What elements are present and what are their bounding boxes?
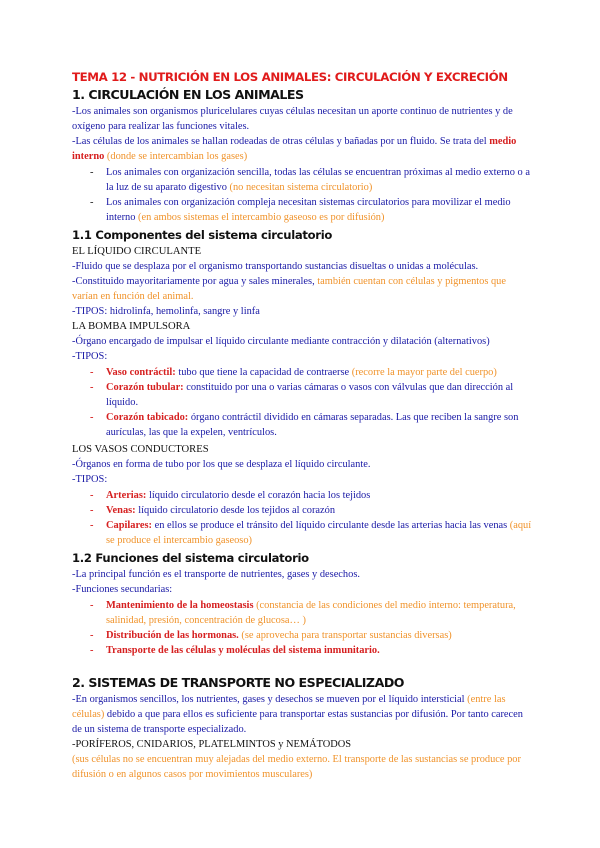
liquido-p2-note: también cuentan con células y pigmentos que varían en función del animal. <box>72 276 506 302</box>
vasos-def-venas: líquido circulatorio desde los tejidos al corazón <box>135 505 336 516</box>
s1-b2-note: (en ambos sistemas el intercambio gaseoso es por difusión) <box>138 212 385 223</box>
vasos-tipos: -TIPOS: <box>72 474 108 485</box>
funcion-inmunitario <box>72 643 532 658</box>
document-title: TEMA 12 - NUTRICIÓN EN LOS ANIMALES: CIRCULACIÓN Y EXCRECIÓN <box>72 70 508 84</box>
s1-b2-text: Los animales con organización compleja necesitan sistemas circulatorios para movilizar el medio interno <box>106 197 511 223</box>
s2-p1-text-end: debido a que para ellos es suficiente para transportar estas sustancias por difusión. Por tanto carecen de un sistema de transporte especializado. <box>72 709 523 735</box>
section-1-1-heading: 1.1 Componentes del sistema circulatorio <box>72 228 333 242</box>
s1-bullet-1 <box>72 165 532 195</box>
funciones-list <box>72 598 532 658</box>
vasos-term-arterias: Arterias: <box>106 490 147 501</box>
bomba-def-vaso: tubo que tiene la capacidad de contraerse <box>175 367 352 378</box>
s2-note: (sus células no se encuentran muy alejadas del medio externo. El transporte de las sustancias se produce por difusión o en algunos casos por movimientos musculares) <box>72 754 521 780</box>
s1-paragraph-2 <box>72 134 532 164</box>
bomba-item-vaso <box>72 365 532 380</box>
medio-interno-term: medio interno <box>72 136 517 162</box>
section-2-heading: 2. SISTEMAS DE TRANSPORTE NO ESPECIALIZADO <box>72 675 404 690</box>
bomba-item-tabicado <box>72 410 532 440</box>
vasos-def-arterias: líquido circulatorio desde el corazón hacia los tejidos <box>146 490 371 501</box>
vasos-def-capilares: en ellos se produce el tránsito del líquido circulante desde las arterias hacia las venas <box>152 520 510 531</box>
liquido-paragraph-1: -Fluido que se desplaza por el organismo transportando sustancias disueltas o unidas a moléculas. <box>72 261 479 272</box>
s1-bullet-2 <box>72 195 532 225</box>
funcion-note-homeostasis: (constancia de las condiciones del medio interno: temperatura, salinidad, presión, concentración de glucosa… ) <box>106 600 516 626</box>
bomba-item-tubular <box>72 380 532 410</box>
funcion-term-hormonas: Distribución de las hormonas. <box>106 630 239 641</box>
s2-p1-text: -En organismos sencillos, los nutrientes, gases y desechos se mueven por el líquido intersticial <box>72 694 468 705</box>
vasos-paragraph-1: -Órganos en forma de tubo por los que se desplaza el líquido circulante. <box>72 459 371 470</box>
bomba-def-tabicado: órgano contráctil dividido en cámaras separadas. Las que reciben la sangre son aurículas, las que la expelen, ventrículos. <box>106 412 519 438</box>
s1-b1-text: Los animales con organización sencilla, todas las células se encuentran próximas al medio externo o a la luz de su aparato digestivo <box>106 167 530 193</box>
bomba-tipos: -TIPOS: <box>72 351 108 362</box>
s1-p2-note: (donde se intercambian los gases) <box>104 151 248 162</box>
vasos-term-capilares: Capilares: <box>106 520 152 531</box>
vasos-caption: LOS VASOS CONDUCTORES <box>72 444 209 455</box>
funcion-note-hormonas: (se aprovecha para transportar sustancias diversas) <box>238 630 452 641</box>
funcion-term-inmunitario: Transporte de las células y moléculas del sistema inmunitario. <box>106 645 380 656</box>
s1-bullet-list <box>72 165 532 225</box>
funciones-paragraph-2: -Funciones secundarias: <box>72 584 173 595</box>
section-1-heading: 1. CIRCULACIÓN EN LOS ANIMALES <box>72 87 304 102</box>
vasos-note-capilares: (aquí se produce el intercambio gaseoso) <box>106 520 532 546</box>
section-1-2-heading: 1.2 Funciones del sistema circulatorio <box>72 551 309 565</box>
document-page <box>72 68 532 782</box>
s2-paragraph-1 <box>72 692 532 737</box>
bomba-term-tubular: Corazón tubular: <box>106 382 184 393</box>
vasos-list <box>72 488 532 548</box>
vasos-term-venas: Venas: <box>106 505 136 516</box>
liquido-caption: EL LÍQUIDO CIRCULANTE <box>72 246 202 257</box>
s2-p1-note: (entre las células) <box>72 694 506 720</box>
liquido-p2-text: -Constituido mayoritariamente por agua y sales minerales, <box>72 276 318 287</box>
bomba-note-vaso: (recorre la mayor parte del cuerpo) <box>351 367 497 378</box>
bomba-caption: LA BOMBA IMPULSORA <box>72 321 191 332</box>
vasos-item-arterias <box>72 488 532 503</box>
liquido-paragraph-2 <box>72 274 532 304</box>
bomba-def-tubular: constituido por una o varias cámaras o vasos con válvulas que dan dirección al líquido. <box>106 382 514 408</box>
s1-paragraph-1: -Los animales son organismos pluricelulares cuyas células necesitan un aporte continuo de nutrientes y de oxígeno para realizar las funciones vitales. <box>72 106 513 132</box>
vasos-item-capilares <box>72 518 532 548</box>
funcion-hormonas <box>72 628 532 643</box>
s2-groups: -PORÍFEROS, CNIDARIOS, PLATELMINTOS y NEMÁTODOS <box>72 739 352 750</box>
vasos-item-venas <box>72 503 532 518</box>
funciones-paragraph-1: -La principal función es el transporte de nutrientes, gases y desechos. <box>72 569 360 580</box>
funcion-homeostasis <box>72 598 532 628</box>
s1-b1-note: (no necesitan sistema circulatorio) <box>229 182 373 193</box>
s1-p2-text: -Las células de los animales se hallan rodeadas de otras células y bañadas por un fluido. Se trata del <box>72 136 490 147</box>
bomba-paragraph-1: -Órgano encargado de impulsar el líquido circulante mediante contracción y dilatación (alternativos) <box>72 336 490 347</box>
liquido-tipos: -TIPOS: hidrolinfa, hemolinfa, sangre y linfa <box>72 306 260 317</box>
section-spacer <box>72 660 532 674</box>
funcion-term-homeostasis: Mantenimiento de la homeostasis <box>106 600 254 611</box>
bomba-term-tabicado: Corazón tabicado: <box>106 412 189 423</box>
bomba-list <box>72 365 532 440</box>
bomba-term-vaso: Vaso contráctil: <box>106 367 176 378</box>
